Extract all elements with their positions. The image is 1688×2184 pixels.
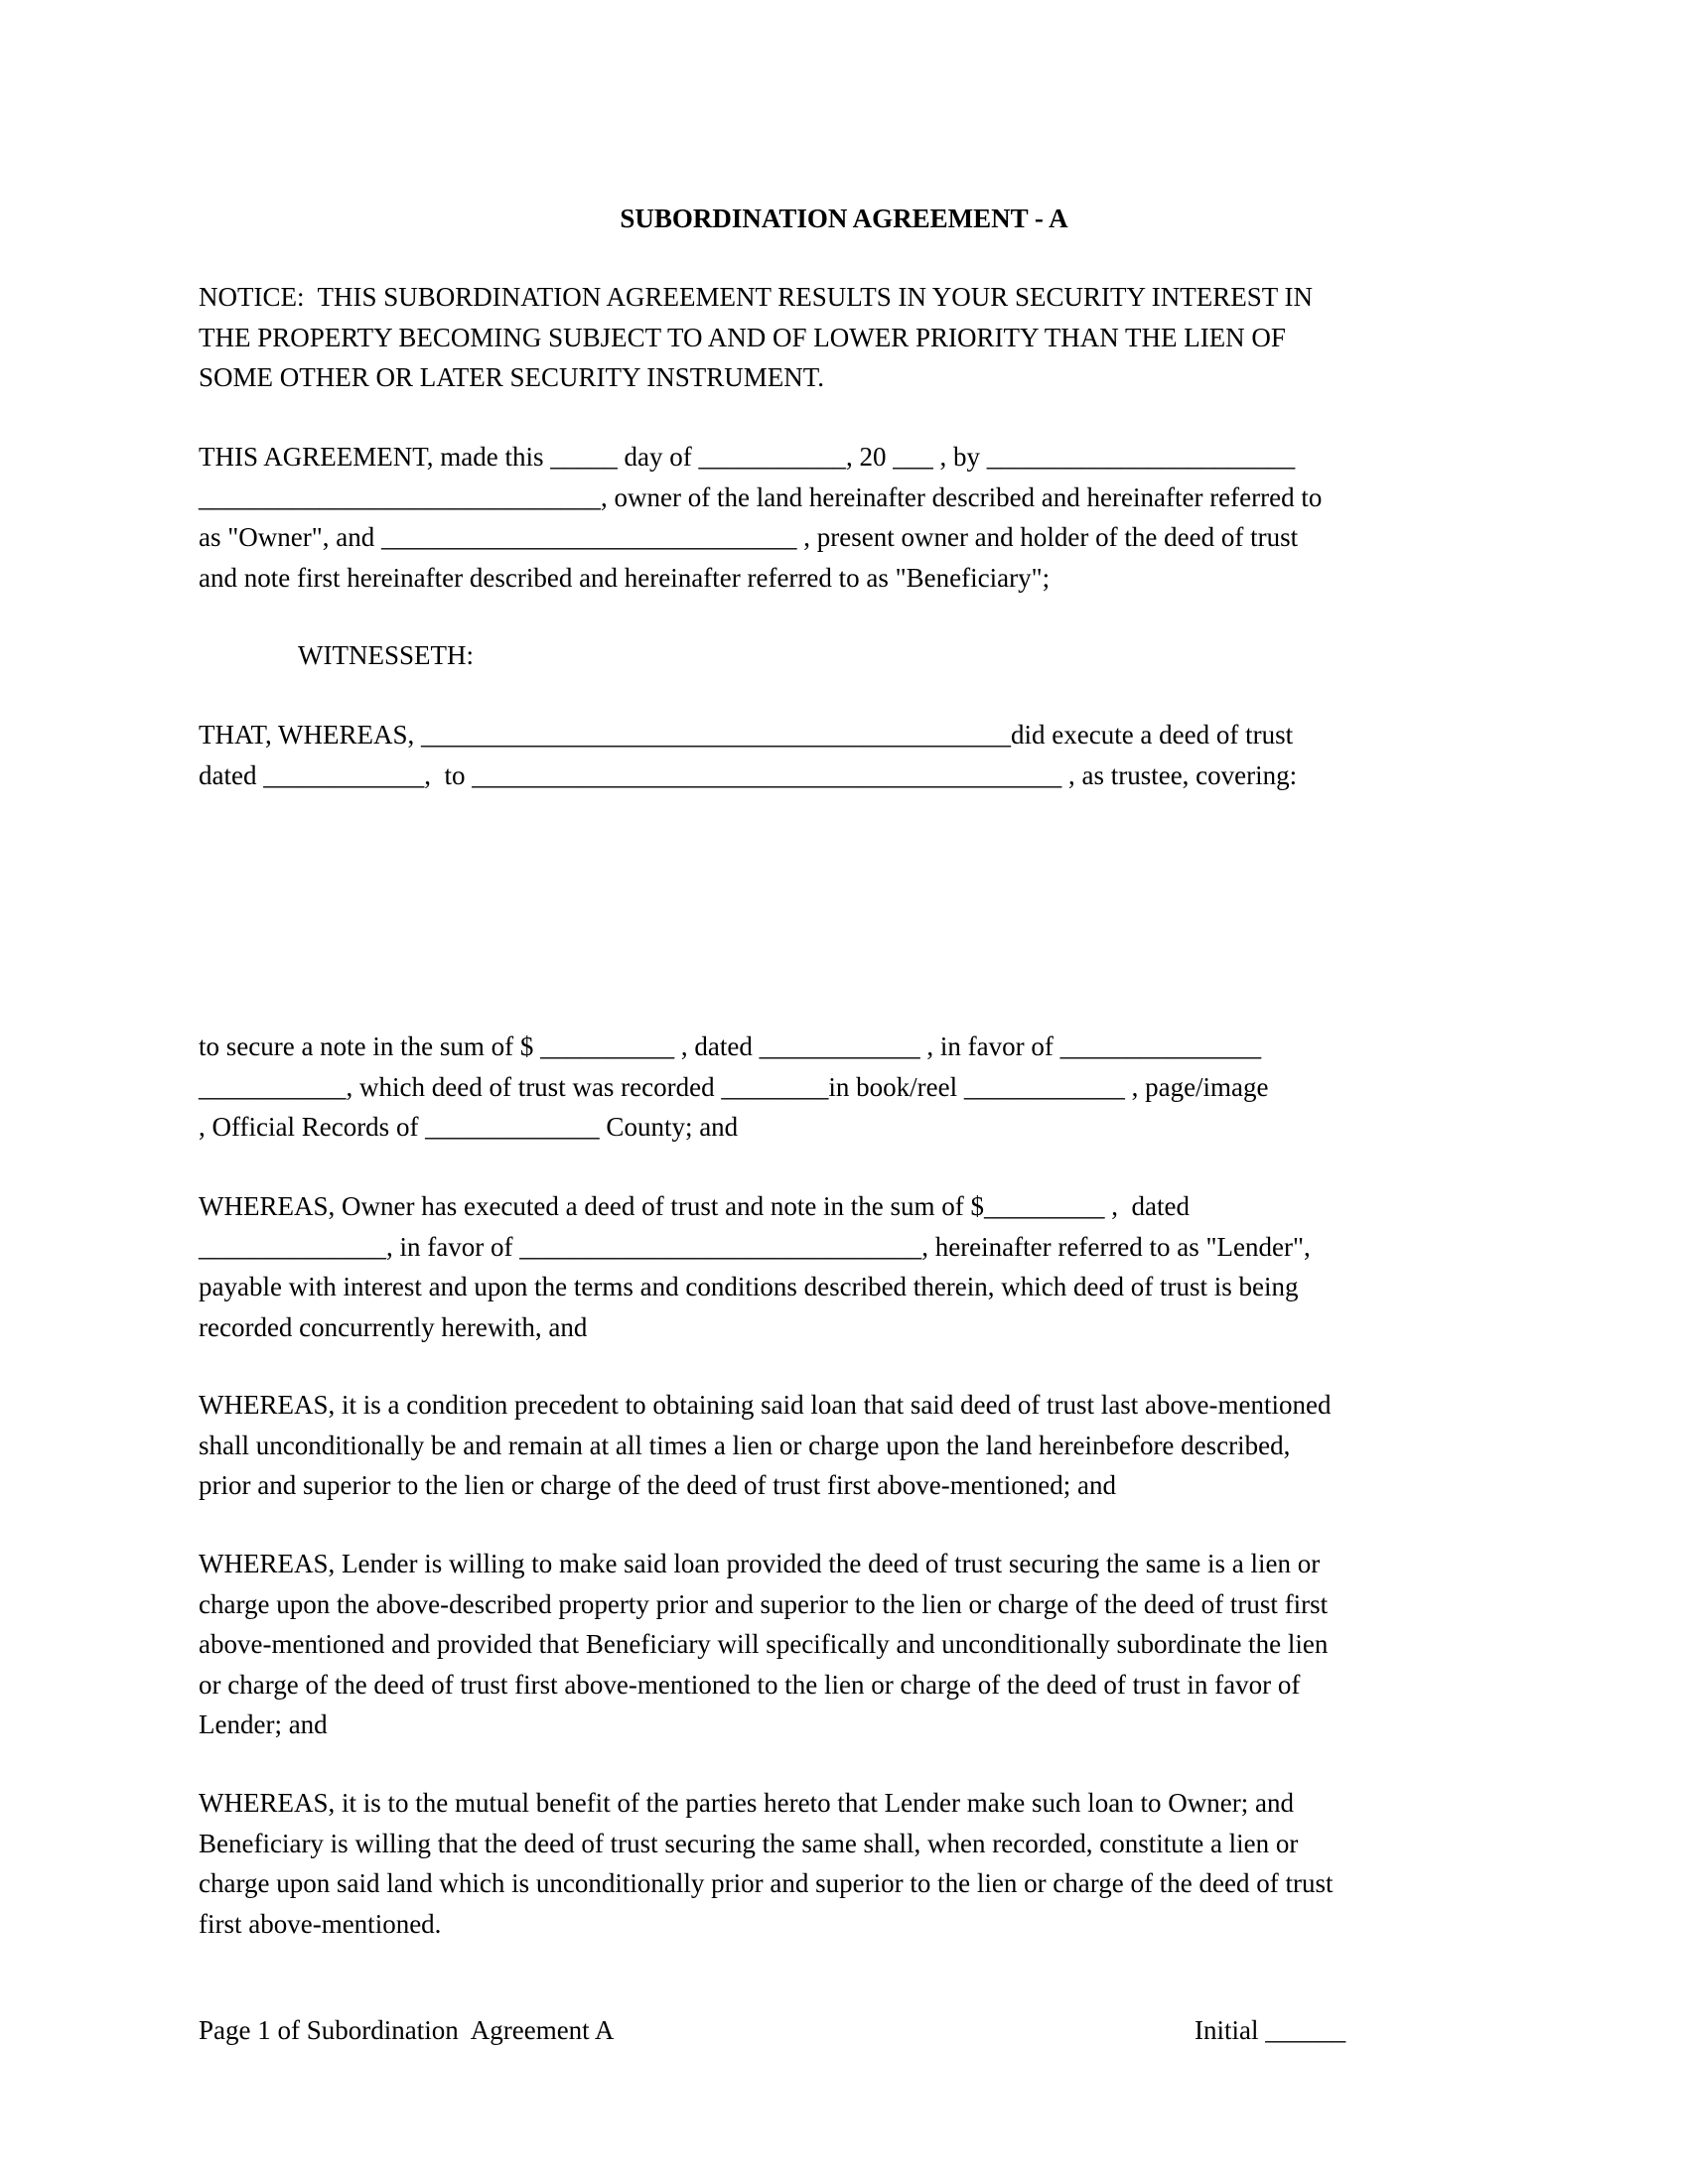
whereas-condition-line: WHEREAS, it is a condition precedent to obtaining said loan that said deed of trust last above-mentioned (199, 1390, 1332, 1420)
secure-note-line: to secure a note in the sum of $ __________ , dated ____________ , in favor of _______________ (199, 1031, 1262, 1061)
agreement-line: and note first hereinafter described and hereinafter referred to as "Beneficiary"; (199, 562, 1051, 593)
witnesseth-heading (298, 635, 1589, 676)
whereas-lender-line: or charge of the deed of trust first above-mentioned to the lien or charge of the deed of trust in favor of (199, 1669, 1301, 1700)
agreement-line: ______________________________, owner of the land hereinafter described and hereinafter referred to (199, 481, 1323, 512)
whereas-mutual-line: WHEREAS, it is to the mutual benefit of the parties hereto that Lender make such loan to Owner; and (199, 1788, 1294, 1818)
document-title: SUBORDINATION AGREEMENT - A (620, 204, 1068, 233)
agreement-line: THIS AGREEMENT, made this _____ day of ___________, 20 ___ , by _______________________ (199, 442, 1296, 472)
secure-note-line: , Official Records of _____________ County; and (199, 1112, 739, 1142)
whereas-owner-line: WHEREAS, Owner has executed a deed of trust and note in the sum of $_________ , dated (199, 1191, 1191, 1221)
agreement-paragraph (199, 437, 1489, 598)
whereas-condition-line: prior and superior to the lien or charge of the deed of trust first above-mentioned; and (199, 1470, 1116, 1500)
whereas-mutual-paragraph (199, 1783, 1489, 1944)
footer-page-label: Page 1 of Subordination Agreement A (199, 2015, 615, 2045)
that-whereas-line: THAT, WHEREAS, ____________________________________________did execute a deed of trust (199, 720, 1294, 750)
whereas-mutual-line: first above-mentioned. (199, 1908, 442, 1939)
whereas-condition-paragraph (199, 1385, 1489, 1506)
whereas-lender-line: WHEREAS, Lender is willing to make said loan provided the deed of trust securing the same is a lien or (199, 1549, 1321, 1578)
notice-line: SOME OTHER OR LATER SECURITY INSTRUMENT. (199, 362, 825, 392)
footer-initial-label: Initial ______ (1195, 2015, 1346, 2045)
whereas-owner-paragraph (199, 1186, 1489, 1347)
secure-note-paragraph (199, 1026, 1489, 1148)
whereas-lender-line: Lender; and (199, 1709, 328, 1739)
notice-line: NOTICE: THIS SUBORDINATION AGREEMENT RESULTS IN YOUR SECURITY INTEREST IN (199, 282, 1314, 312)
whereas-lender-line: above-mentioned and provided that Beneficiary will specifically and unconditionally subordinate the lien (199, 1629, 1329, 1659)
that-whereas-line: dated ____________, to ____________________________________________ , as trustee, covering: (199, 759, 1298, 790)
notice-line: THE PROPERTY BECOMING SUBJECT TO AND OF LOWER PRIORITY THAN THE LIEN OF (199, 322, 1286, 352)
witnesseth-text: WITNESSETH: (298, 640, 474, 670)
that-whereas-paragraph (199, 715, 1489, 795)
whereas-lender-line: charge upon the above-described property prior and superior to the lien or charge of the deed of trust first (199, 1588, 1329, 1619)
whereas-owner-line: ______________, in favor of ______________________________, hereinafter referred to as "Lender", (199, 1231, 1311, 1262)
whereas-lender-paragraph (199, 1544, 1489, 1745)
whereas-owner-line: recorded concurrently herewith, and (199, 1311, 588, 1342)
whereas-mutual-line: charge upon said land which is unconditionally prior and superior to the lien or charge of the deed of trust (199, 1868, 1334, 1898)
secure-note-line: ___________, which deed of trust was recorded ________in book/reel ____________ , page/image (199, 1071, 1269, 1102)
notice-paragraph (199, 277, 1489, 398)
whereas-owner-line: payable with interest and upon the terms and conditions described therein, which deed of trust is being (199, 1272, 1299, 1301)
whereas-mutual-line: Beneficiary is willing that the deed of trust securing the same shall, when recorded, constitute a lien or (199, 1828, 1299, 1858)
whereas-condition-line: shall unconditionally be and remain at all times a lien or charge upon the land hereinbefore described, (199, 1430, 1291, 1460)
agreement-line: as "Owner", and _______________________________ , present owner and holder of the deed of trust (199, 522, 1299, 552)
